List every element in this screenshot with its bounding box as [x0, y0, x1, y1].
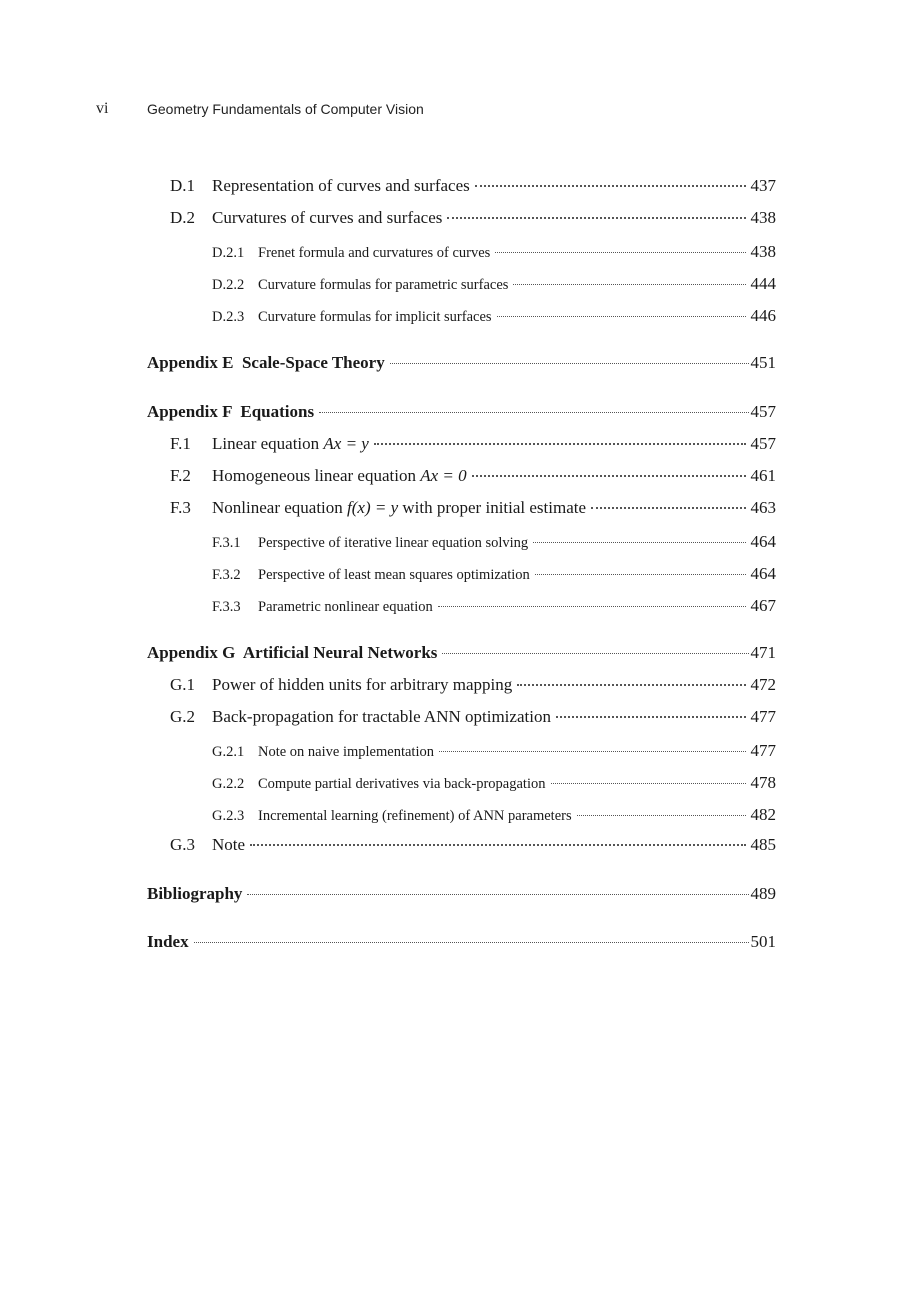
- dot-leader: [250, 844, 745, 846]
- page-number: 467: [750, 596, 776, 615]
- title-text-post: with proper initial estimate: [398, 498, 587, 517]
- toc-entry-f1[interactable]: [170, 434, 776, 454]
- page-number: 478: [750, 773, 776, 792]
- subsection-title: Frenet formula and curvatures of curves: [258, 245, 491, 261]
- subsection-number: G.2.1: [212, 744, 245, 760]
- math-expression: Ax = y: [323, 434, 369, 453]
- page-number: 446: [750, 306, 776, 325]
- page-number: 461: [750, 466, 776, 485]
- section-number: D.2: [170, 208, 196, 227]
- toc-entry-d23[interactable]: [212, 306, 776, 326]
- math-expression: f(x) = y: [347, 498, 399, 517]
- title-text: Nonlinear equation: [212, 498, 348, 517]
- title-text: Linear equation: [212, 434, 324, 453]
- page-number: 472: [750, 675, 776, 694]
- section-number: F.1: [170, 434, 191, 453]
- dot-leader: [513, 284, 745, 285]
- toc-entry-g3[interactable]: [170, 835, 776, 855]
- subsection-number: D.2.2: [212, 277, 245, 293]
- section-title: Curvatures of curves and surfaces: [212, 208, 443, 227]
- page-number: 501: [750, 932, 776, 951]
- section-number: G.3: [170, 835, 196, 854]
- toc-entry-g2[interactable]: [170, 707, 776, 727]
- subsection-title: Compute partial derivatives via back-propagation: [258, 776, 546, 792]
- page-number: 457: [750, 434, 776, 453]
- toc-entry-appendix-e[interactable]: [147, 353, 776, 373]
- page-number: 471: [750, 643, 776, 662]
- page-number: 477: [750, 741, 776, 760]
- dot-leader: [472, 475, 746, 477]
- dot-leader: [374, 443, 746, 445]
- header-book-title: Geometry Fundamentals of Computer Vision: [147, 101, 424, 117]
- subsection-number: D.2.3: [212, 309, 245, 325]
- toc-entry-g23[interactable]: [212, 805, 776, 825]
- toc-entry-d21[interactable]: [212, 242, 776, 262]
- toc-entry-appendix-f[interactable]: [147, 402, 776, 422]
- subsection-number: D.2.1: [212, 245, 245, 261]
- dot-leader: [439, 751, 746, 752]
- chapter-title: Bibliography: [147, 884, 243, 903]
- page-number: 463: [750, 498, 776, 517]
- dot-leader: [442, 653, 748, 654]
- page-number: 438: [750, 208, 776, 227]
- section-title: [212, 466, 467, 486]
- dot-leader: [319, 412, 748, 413]
- subsection-title: Parametric nonlinear equation: [258, 599, 433, 615]
- page-number: 451: [750, 353, 776, 372]
- dot-leader: [390, 363, 749, 364]
- section-number: G.1: [170, 675, 196, 694]
- toc-entry-g1[interactable]: [170, 675, 776, 695]
- dot-leader: [475, 185, 746, 187]
- section-title: [212, 498, 586, 518]
- section-title: Power of hidden units for arbitrary mapping: [212, 675, 513, 694]
- dot-leader: [551, 783, 746, 784]
- subsection-title: Curvature formulas for implicit surfaces: [258, 309, 492, 325]
- page-number: 438: [750, 242, 776, 261]
- dot-leader: [438, 606, 746, 607]
- subsection-number: F.3.1: [212, 535, 241, 551]
- subsection-title: Note on naive implementation: [258, 744, 434, 760]
- toc-entry-index[interactable]: [147, 932, 776, 952]
- header-page-number: vi: [96, 100, 109, 117]
- dot-leader: [447, 217, 745, 219]
- toc-entry-appendix-g[interactable]: [147, 643, 776, 663]
- dot-leader: [535, 574, 746, 575]
- subsection-title: Curvature formulas for parametric surfaces: [258, 277, 509, 293]
- appendix-title: Appendix E Scale-Space Theory: [147, 353, 385, 372]
- page-number: 437: [750, 176, 776, 195]
- running-header: [96, 100, 424, 118]
- subsection-number: F.3.2: [212, 567, 241, 583]
- appendix-title: Appendix G Artificial Neural Networks: [147, 643, 438, 662]
- dot-leader: [533, 542, 745, 543]
- section-title: Representation of curves and surfaces: [212, 176, 470, 195]
- page-number: 464: [750, 532, 776, 551]
- chapter-title: Index: [147, 932, 189, 951]
- section-number: F.3: [170, 498, 191, 517]
- subsection-title: Perspective of iterative linear equation solving: [258, 535, 529, 551]
- section-title: Note: [212, 835, 246, 854]
- section-title: [212, 434, 369, 454]
- page-number: 464: [750, 564, 776, 583]
- dot-leader: [495, 252, 745, 253]
- dot-leader: [517, 684, 745, 686]
- page-number: 457: [750, 402, 776, 421]
- toc-entry-g22[interactable]: [212, 773, 776, 793]
- subsection-title: Incremental learning (refinement) of ANN parameters: [258, 808, 572, 824]
- subsection-title: Perspective of least mean squares optimization: [258, 567, 530, 583]
- dot-leader: [577, 815, 746, 816]
- page-number: 444: [750, 274, 776, 293]
- appendix-title: Appendix F Equations: [147, 402, 315, 421]
- section-title: Back-propagation for tractable ANN optimization: [212, 707, 551, 726]
- math-expression: Ax = 0: [420, 466, 467, 485]
- dot-leader: [497, 316, 746, 317]
- toc-entry-bibliography[interactable]: [147, 884, 776, 904]
- toc-entry-d22[interactable]: [212, 274, 776, 294]
- page-number: 482: [750, 805, 776, 824]
- toc-entry-d2[interactable]: [170, 208, 776, 228]
- subsection-number: G.2.2: [212, 776, 245, 792]
- toc-entry-f3[interactable]: [170, 498, 776, 518]
- dot-leader: [556, 716, 746, 718]
- page-number: 489: [750, 884, 776, 903]
- dot-leader: [591, 507, 745, 509]
- toc-entry-f2[interactable]: [170, 466, 776, 486]
- toc-entry-f32[interactable]: [212, 564, 776, 584]
- subsection-number: F.3.3: [212, 599, 241, 615]
- page-number: 477: [750, 707, 776, 726]
- dot-leader: [194, 942, 749, 943]
- subsection-number: G.2.3: [212, 808, 245, 824]
- toc-entry-f31[interactable]: [212, 532, 776, 552]
- toc-entry-d1[interactable]: [170, 176, 776, 196]
- dot-leader: [247, 894, 748, 895]
- page-number: 485: [750, 835, 776, 854]
- toc-entry-g21[interactable]: [212, 741, 776, 761]
- section-number: F.2: [170, 466, 191, 485]
- toc-entry-f33[interactable]: [212, 596, 776, 616]
- section-number: D.1: [170, 176, 196, 195]
- title-text: Homogeneous linear equation: [212, 466, 421, 485]
- section-number: G.2: [170, 707, 196, 726]
